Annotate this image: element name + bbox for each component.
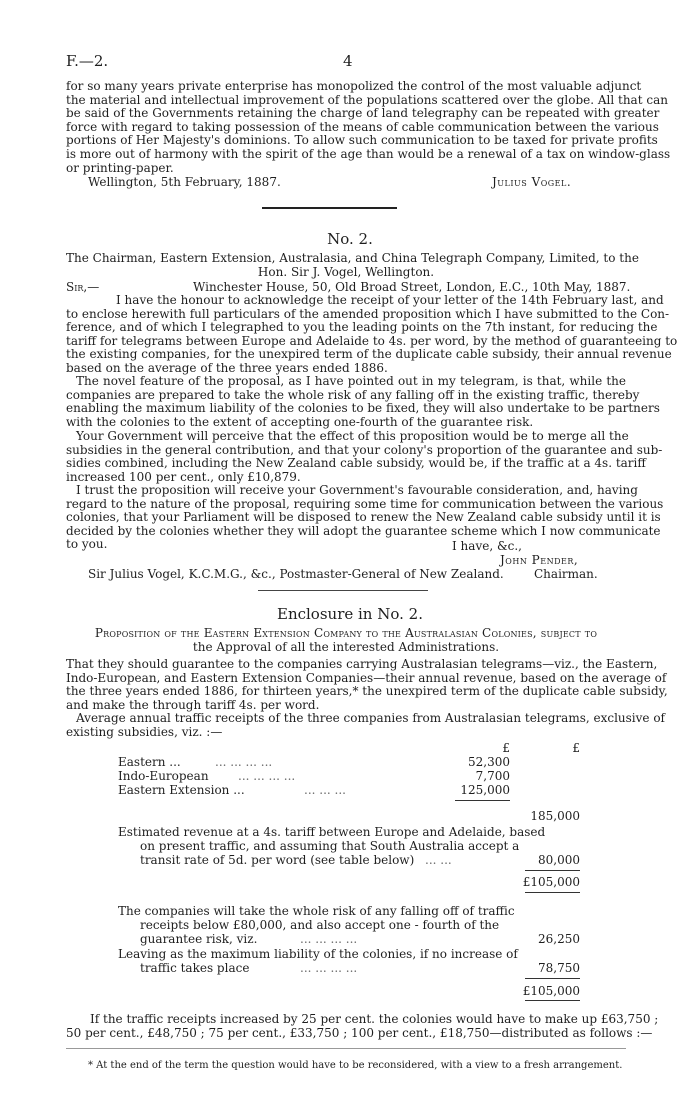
estimated-line: on present traffic, and assuming that South Australia accept a (140, 839, 520, 853)
text-line: colonies, that your Parliament will be disposed to renew the New Zealand cable subsidy until it is (66, 510, 661, 525)
enclosure-heading: Enclosure in No. 2. (277, 605, 423, 623)
table-row-label: Eastern ... (118, 755, 181, 769)
text-line: with the colonies to the extent of accepting one-fourth of the guarantee risk. (66, 414, 534, 429)
text-line: the three years ended 1886, for thirteen years,* the unexpired term of the duplicate cable subsidy, (66, 684, 668, 699)
text-line: 50 per cent., £48,750 ; 75 per cent., £33,750 ; 100 per cent., £18,750—distributed as follows :— (66, 1025, 653, 1040)
page-number: 4 (343, 52, 353, 70)
letter-address-line-2: Hon. Sir J. Vogel, Wellington. (257, 265, 435, 279)
text-line: enabling the maximum liability of the colonies to be fixed, they will also undertake to be partners (66, 401, 660, 416)
text-line: regard to the nature of the proposal, requiring some time for communication between the various (66, 496, 664, 511)
series-label: F.—2. (66, 52, 109, 70)
liability-line: Leaving as the maximum liability of the colonies, if no increase of (118, 947, 518, 961)
text-line: based on the average of the three years ended 1886. (66, 360, 388, 375)
leader-dots: ... ... ... ... (215, 755, 273, 769)
enclosure-title-line-2: the Approval of all the interested Administrations. (192, 640, 500, 654)
text-line: I have the honour to acknowledge the receipt of your letter of the 14th February last, and (116, 293, 664, 307)
table-row-label: Eastern Extension ... (118, 783, 245, 797)
estimated-line: Estimated revenue at a 4s. tariff between Europe and Adelaide, based (118, 825, 546, 839)
text-line: The novel feature of the proposal, as I have pointed out in my telegram, is that, while the (76, 374, 626, 388)
text-line: Indo-European, and Eastern Extension Companies—their annual revenue, based on the average of (66, 670, 667, 685)
estimated-line: transit rate of 5d. per word (see table below) (140, 853, 415, 867)
intro-signature: Julius Vogel. (492, 175, 572, 189)
text-line: the existing companies, for the unexpired term of the duplicate cable subsidy, their annual revenue (66, 347, 672, 362)
text-line: Average annual traffic receipts of the three companies from Australasian telegrams, exclusive of (76, 711, 665, 725)
text-line: If the traffic receipts increased by 25 per cent. the colonies would have to make up £63,750 ; (90, 1012, 659, 1026)
liability-value: 78,750 (538, 961, 580, 975)
letter-closing: I have, &c., (452, 539, 522, 553)
footnote-rule (66, 1048, 626, 1049)
table-row-value: 7,700 (475, 769, 510, 783)
sum-rule (525, 892, 580, 893)
risk-line: The companies will take the whole risk of any falling off of traffic (118, 904, 515, 918)
risk-line: guarantee risk, viz. (140, 932, 258, 946)
text-line: Your Government will perceive that the effect of this proposition would be to merge all the (76, 429, 629, 443)
leader-dots: ... ... ... ... (300, 932, 358, 946)
letter-sender-address: Winchester House, 50, Old Broad Street, London, E.C., 10th May, 1887. (193, 280, 631, 294)
table-row-value: 52,300 (468, 755, 510, 769)
text-line: to you. (66, 537, 108, 552)
currency-header-2: £ (572, 741, 580, 755)
leader-dots: ... ... (425, 853, 452, 867)
text-line: force with regard to taking possession of the means of cable communication between the various (66, 119, 659, 134)
letter-signer-title: Chairman. (534, 567, 598, 581)
sum-rule (525, 870, 580, 871)
text-line: ference, and of which I telegraphed to you the leading points on the 7th instant, for reducing the (66, 320, 658, 335)
risk-line: receipts below £80,000, and also accept one - fourth of the (140, 918, 500, 932)
sum-rule (525, 978, 580, 979)
text-line: decided by the colonies whether they will adopt the guarantee scheme which I now communicate (66, 523, 661, 538)
text-line: sidies combined, including the New Zealand cable subsidy, would be, if the traffic at a 4s. tariff (66, 456, 646, 471)
letter-heading: No. 2. (327, 230, 373, 248)
leader-dots: ... ... ... ... (238, 769, 296, 783)
liability-line: traffic takes place (140, 961, 250, 975)
risk-value: 26,250 (538, 932, 580, 946)
text-line: existing subsidies, viz. :— (66, 724, 223, 739)
leader-dots: ... ... ... ... (300, 961, 358, 975)
currency-header-1: £ (502, 741, 510, 755)
subtotal-value: 185,000 (530, 809, 580, 823)
text-line: increased 100 per cent., only £10,879. (66, 469, 301, 484)
text-line: is more out of harmony with the spirit of the age than would be a renewal of a tax on window-glass (66, 146, 671, 161)
text-line: to enclose herewith full particulars of the amended proposition which I have submitted to the Con- (66, 306, 670, 321)
text-line: subsidies in the general contribution, and that your colony's proportion of the guarantee and sub- (66, 442, 663, 457)
table-row-label: Indo-European (118, 769, 209, 783)
text-line: portions of Her Majesty's dominions. To allow such communication to be taxed for private profits (66, 133, 658, 148)
total-value-2: £105,000 (522, 984, 580, 998)
leader-dots: ... ... ... (304, 783, 346, 797)
text-line: I trust the proposition will receive your Government's favourable consideration, and, having (76, 483, 638, 497)
sum-rule (455, 800, 510, 801)
text-line: companies are prepared to take the whole risk of any falling off in the existing traffic, thereby (66, 387, 640, 402)
text-line: for so many years private enterprise has monopolized the control of the most valuable adjunct (66, 79, 642, 93)
text-line: the material and intellectual improvement of the populations scattered over the globe. All that can (66, 92, 668, 107)
sum-rule (525, 1000, 580, 1001)
table-row-value: 125,000 (460, 783, 510, 797)
intro-place-date: Wellington, 5th February, 1887. (88, 175, 281, 189)
text-line: be said of the Governments retaining the charge of land telegraphy can be repeated with greater (66, 106, 660, 121)
text-line: or printing-paper. (66, 160, 174, 175)
text-line: tariff for telegrams between Europe and Adelaide to 4s. per word, by the method of guaranteeing to (66, 333, 678, 348)
enclosure-title-line-1: Proposition of the Eastern Extension Company to the Australasian Colonies, subject to (94, 626, 598, 640)
letter-addressee: Sir Julius Vogel, K.C.M.G., &c., Postmaster-General of New Zealand. (88, 567, 504, 581)
letter-salutation: Sir,— (66, 280, 100, 294)
text-line: and make the through tariff 4s. per word. (66, 697, 320, 712)
estimated-value: 80,000 (538, 853, 580, 867)
footnote: * At the end of the term the question would have to be reconsidered, with a view to a fresh arrangement. (88, 1060, 623, 1071)
text-line: That they should guarantee to the companies carrying Australasian telegrams—viz., the Eastern, (66, 657, 658, 671)
letter-address-line-1: The Chairman, Eastern Extension, Australasia, and China Telegraph Company, Limited, to the (66, 251, 639, 265)
total-value-1: £105,000 (522, 875, 580, 889)
enclosure-paragraph-3 (66, 1012, 659, 1040)
letter-signer: John Pender, (500, 553, 579, 567)
